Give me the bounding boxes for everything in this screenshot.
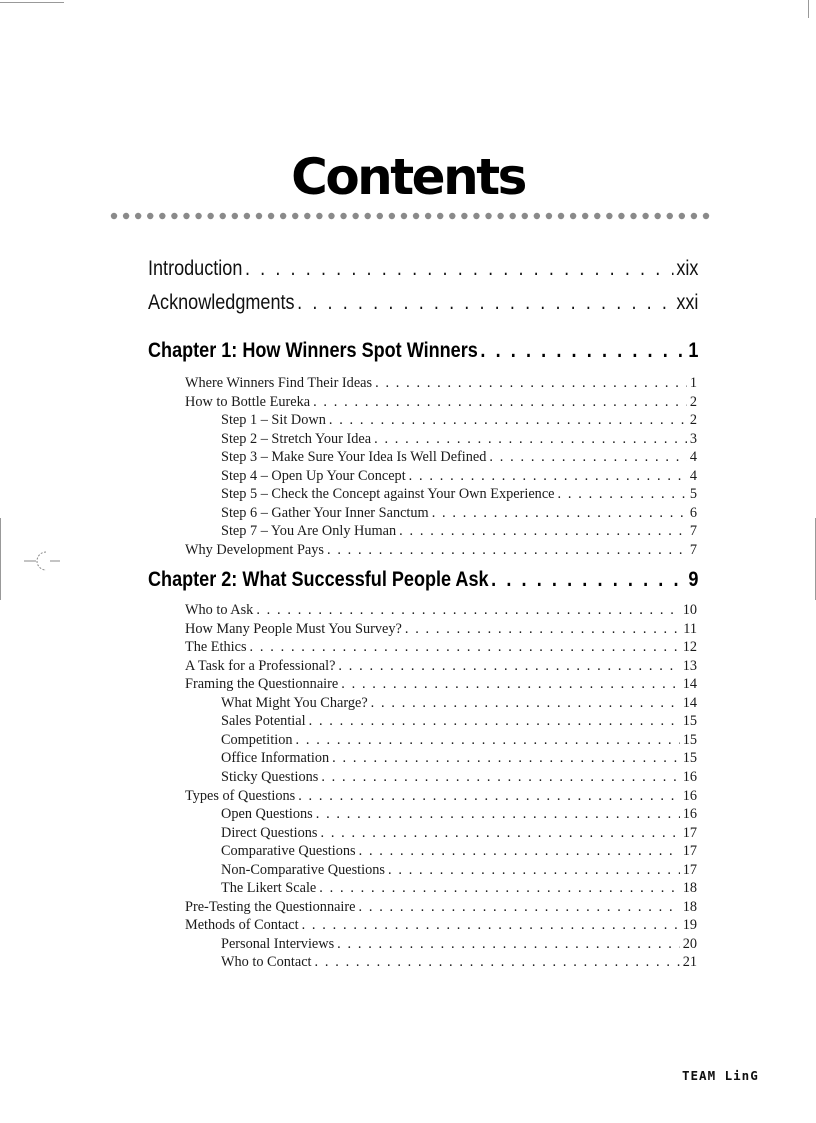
toc-entry-page: 18 (682, 880, 697, 897)
dot-leader (256, 601, 679, 619)
dot-leader (409, 467, 687, 485)
rule-dot (509, 213, 515, 219)
toc-entry-title: How to Bottle Eureka (185, 393, 311, 410)
rule-dot (691, 213, 697, 219)
rule-dot (679, 213, 685, 219)
dotted-rule (110, 209, 710, 223)
toc-entry-level-2[interactable] (221, 879, 697, 897)
rule-dot (340, 213, 346, 219)
rule-dot (630, 213, 636, 219)
toc-entry-title: Open Questions (221, 806, 313, 823)
toc-entry-level-2[interactable] (221, 411, 697, 429)
toc-entry-level-2[interactable] (221, 694, 697, 712)
toc-entry-level-1[interactable] (185, 601, 697, 619)
toc-entry-level-1[interactable] (185, 638, 697, 656)
toc-entry-front-matter[interactable] (148, 257, 698, 281)
rule-dot (534, 213, 540, 219)
dot-leader (491, 568, 686, 592)
toc-entry-front-matter[interactable] (148, 291, 698, 315)
dot-leader (316, 805, 680, 823)
toc-entry-title: The Likert Scale (221, 880, 317, 897)
toc-entry-title: Direct Questions (221, 824, 318, 841)
toc-entry-level-2[interactable] (221, 935, 697, 953)
rule-dot (594, 213, 600, 219)
dot-leader (309, 712, 680, 730)
toc-entry-level-1[interactable] (185, 787, 697, 805)
toc-entry-level-1[interactable] (185, 898, 697, 916)
rule-dot (606, 213, 612, 219)
toc-entry-level-2[interactable] (221, 522, 697, 540)
toc-entry-title: Who to Ask (185, 602, 254, 618)
rule-dot (207, 213, 213, 219)
rule-dot (232, 213, 238, 219)
dot-leader (329, 411, 687, 429)
toc-entry-page: 16 (682, 806, 697, 823)
toc-entry-page: 14 (682, 694, 697, 711)
dot-leader (399, 522, 687, 540)
dot-leader (250, 638, 680, 656)
toc-entry-title: Introduction (148, 257, 243, 280)
dot-leader (319, 879, 679, 897)
toc-entry-page: 20 (682, 935, 697, 952)
toc-entry-title: Step 6 – Gather Your Inner Sanctum (221, 504, 429, 521)
toc-entry-title: Personal Interviews (221, 935, 335, 952)
toc-entry-title: Competition (221, 731, 293, 748)
dot-leader (374, 430, 687, 448)
toc-entry-title: What Might You Charge? (221, 694, 368, 711)
dot-leader (338, 657, 679, 675)
toc-entry-level-2[interactable] (221, 467, 697, 485)
toc-entry-title: Methods of Contact (185, 917, 299, 934)
toc-entry-title: Non-Comparative Questions (221, 861, 385, 878)
toc-entry-title: Sales Potential (221, 713, 306, 730)
rule-dot (582, 213, 588, 219)
toc-entry-page: 1 (689, 375, 697, 391)
toc-entry-level-2[interactable] (221, 430, 697, 448)
toc-entry-level-2[interactable] (221, 712, 697, 730)
rule-dot (220, 213, 226, 219)
toc-entry-page: 2 (689, 412, 697, 429)
toc-entry-level-2[interactable] (221, 805, 697, 823)
toc-entry-page: 1 (688, 339, 699, 362)
toc-entry-level-2[interactable] (221, 504, 697, 522)
rule-dot (292, 213, 298, 219)
toc-entry-title: The Ethics (185, 639, 247, 656)
toc-entry-level-2[interactable] (221, 448, 697, 466)
rule-dot (328, 213, 334, 219)
toc-entry-title: Step 5 – Check the Concept against Your Own Experience (221, 486, 555, 503)
toc-entry-level-2[interactable] (221, 731, 697, 749)
rule-dot (316, 213, 322, 219)
toc-entry-page: 19 (682, 917, 697, 934)
rule-dot (703, 213, 709, 219)
toc-entry-title: Who to Contact (221, 954, 312, 971)
rule-dot (425, 213, 431, 219)
toc-entry-level-1[interactable] (185, 393, 697, 411)
dot-leader (332, 749, 680, 767)
toc-entry-level-2[interactable] (221, 749, 697, 767)
dot-leader (245, 257, 674, 281)
dot-leader (315, 953, 680, 971)
rule-dot (195, 213, 201, 219)
toc-entry-level-1[interactable] (185, 675, 697, 693)
rule-dot (159, 213, 165, 219)
dot-leader (298, 787, 680, 805)
registration-mark-icon (24, 549, 64, 573)
toc-entry-title: Sticky Questions (221, 768, 319, 785)
rule-dot (389, 213, 395, 219)
toc-entry-chapter-heading[interactable] (148, 568, 698, 592)
trim-mark-left (0, 518, 1, 600)
toc-entry-page: 17 (682, 861, 697, 878)
rule-dot (171, 213, 177, 219)
rule-dot (667, 213, 673, 219)
toc-entry-level-1[interactable] (185, 541, 697, 559)
dot-leader (341, 675, 679, 693)
dot-leader (489, 448, 686, 466)
rule-dot (570, 213, 576, 219)
toc-entry-page: 11 (683, 620, 697, 637)
toc-entry-level-2[interactable] (221, 842, 697, 860)
rule-dot (401, 213, 407, 219)
dot-leader (320, 824, 679, 842)
rule-dot (244, 213, 250, 219)
toc-entry-page: 13 (682, 657, 697, 674)
toc-entry-title: Pre-Testing the Questionnaire (185, 898, 356, 915)
toc-entry-level-1[interactable] (185, 620, 697, 638)
toc-entry-page: 9 (688, 568, 699, 591)
toc-entry-page: 4 (689, 449, 697, 466)
toc-entry-page: 3 (689, 430, 697, 447)
dot-leader (337, 935, 680, 953)
rule-dot (268, 213, 274, 219)
rule-dot (522, 213, 528, 219)
rule-dot (280, 213, 286, 219)
dot-leader (296, 731, 680, 749)
dot-leader (359, 842, 680, 860)
toc-entry-level-2[interactable] (221, 861, 697, 879)
rule-dot (352, 213, 358, 219)
rule-dot (558, 213, 564, 219)
dot-leader (558, 485, 687, 503)
toc-entry-page: xxi (676, 291, 699, 314)
dot-leader (480, 339, 685, 363)
toc-entry-page: 17 (682, 843, 697, 860)
toc-entry-level-1[interactable] (185, 916, 697, 934)
toc-entry-page: 18 (682, 898, 697, 915)
rule-dot (183, 213, 189, 219)
toc-entry-level-2[interactable] (221, 824, 697, 842)
toc-entry-title: Where Winners Find Their Ideas (185, 375, 373, 391)
footer-watermark: TEAM LinG (682, 1068, 759, 1083)
dot-leader (302, 916, 680, 934)
toc-entry-page: 15 (682, 713, 697, 730)
dot-leader (327, 541, 687, 559)
dot-leader (359, 898, 680, 916)
toc-entry-page: 21 (682, 954, 697, 971)
dot-leader (371, 694, 680, 712)
rule-dot (497, 213, 503, 219)
toc-entry-page: 7 (689, 541, 697, 558)
crop-mark-top-left (0, 2, 64, 3)
toc-entry-title: Step 3 – Make Sure Your Idea Is Well Defined (221, 449, 487, 466)
dot-leader (388, 861, 680, 879)
toc-entry-chapter-heading[interactable] (148, 339, 698, 363)
dot-leader (321, 768, 679, 786)
toc-entry-page: 10 (682, 602, 697, 618)
rule-dot (461, 213, 467, 219)
dot-leader (405, 620, 680, 638)
toc-entry-title: Chapter 1: How Winners Spot Winners (148, 339, 478, 362)
toc-entry-title: Step 1 – Sit Down (221, 412, 326, 429)
rule-dot (147, 213, 153, 219)
toc-entry-page: 15 (682, 731, 697, 748)
toc-entry-level-2[interactable] (221, 768, 697, 786)
rule-dot (256, 213, 262, 219)
page-title: Contents (291, 148, 525, 206)
rule-dot (304, 213, 310, 219)
dot-leader (313, 393, 687, 411)
toc-entry-page: 4 (689, 467, 697, 484)
rule-dot (654, 213, 660, 219)
toc-entry-level-1[interactable] (185, 657, 697, 675)
toc-entry-page: 2 (689, 393, 697, 410)
dot-leader (375, 374, 687, 392)
toc-entry-page: 6 (689, 504, 697, 521)
dot-leader (432, 504, 687, 522)
rule-dot (618, 213, 624, 219)
dot-leader (297, 291, 674, 315)
rule-dot (642, 213, 648, 219)
toc-entry-title: Acknowledgments (148, 291, 295, 314)
toc-entry-title: Step 2 – Stretch Your Idea (221, 430, 372, 447)
toc-entry-page: 17 (682, 824, 697, 841)
toc-entry-title: Step 4 – Open Up Your Concept (221, 467, 406, 484)
toc-entry-title: Comparative Questions (221, 843, 356, 860)
rule-dot (437, 213, 443, 219)
toc-entry-title: How Many People Must You Survey? (185, 620, 402, 637)
toc-entry-page: 14 (682, 676, 697, 693)
toc-entry-title: Office Information (221, 750, 330, 767)
toc-entry-page: 16 (682, 787, 697, 804)
rule-dot (473, 213, 479, 219)
toc-entry-level-2[interactable] (221, 485, 697, 503)
rule-dot (413, 213, 419, 219)
toc-entry-title: Why Development Pays (185, 541, 324, 558)
rule-dot (123, 213, 129, 219)
toc-entry-level-1[interactable] (185, 374, 697, 392)
rule-dot (485, 213, 491, 219)
toc-entry-page: 7 (689, 523, 697, 540)
toc-entry-page: xix (676, 257, 699, 280)
toc-entry-title: Step 7 – You Are Only Human (221, 523, 397, 540)
rule-dot (111, 213, 117, 219)
toc-entry-page: 12 (682, 639, 697, 656)
rule-dot (365, 213, 371, 219)
toc-entry-title: A Task for a Professional? (185, 657, 336, 674)
rule-dot (377, 213, 383, 219)
crop-mark-top-right (808, 0, 809, 18)
toc-entry-page: 16 (682, 768, 697, 785)
toc-entry-title: Types of Questions (185, 787, 296, 804)
toc-entry-page: 15 (682, 750, 697, 767)
rule-dot (449, 213, 455, 219)
toc-entry-page: 5 (689, 486, 697, 503)
toc-entry-level-2[interactable] (221, 953, 697, 971)
toc-entry-title: Chapter 2: What Successful People Ask (148, 568, 489, 591)
rule-dot (135, 213, 141, 219)
toc-entry-title: Framing the Questionnaire (185, 676, 339, 693)
rule-dot (546, 213, 552, 219)
